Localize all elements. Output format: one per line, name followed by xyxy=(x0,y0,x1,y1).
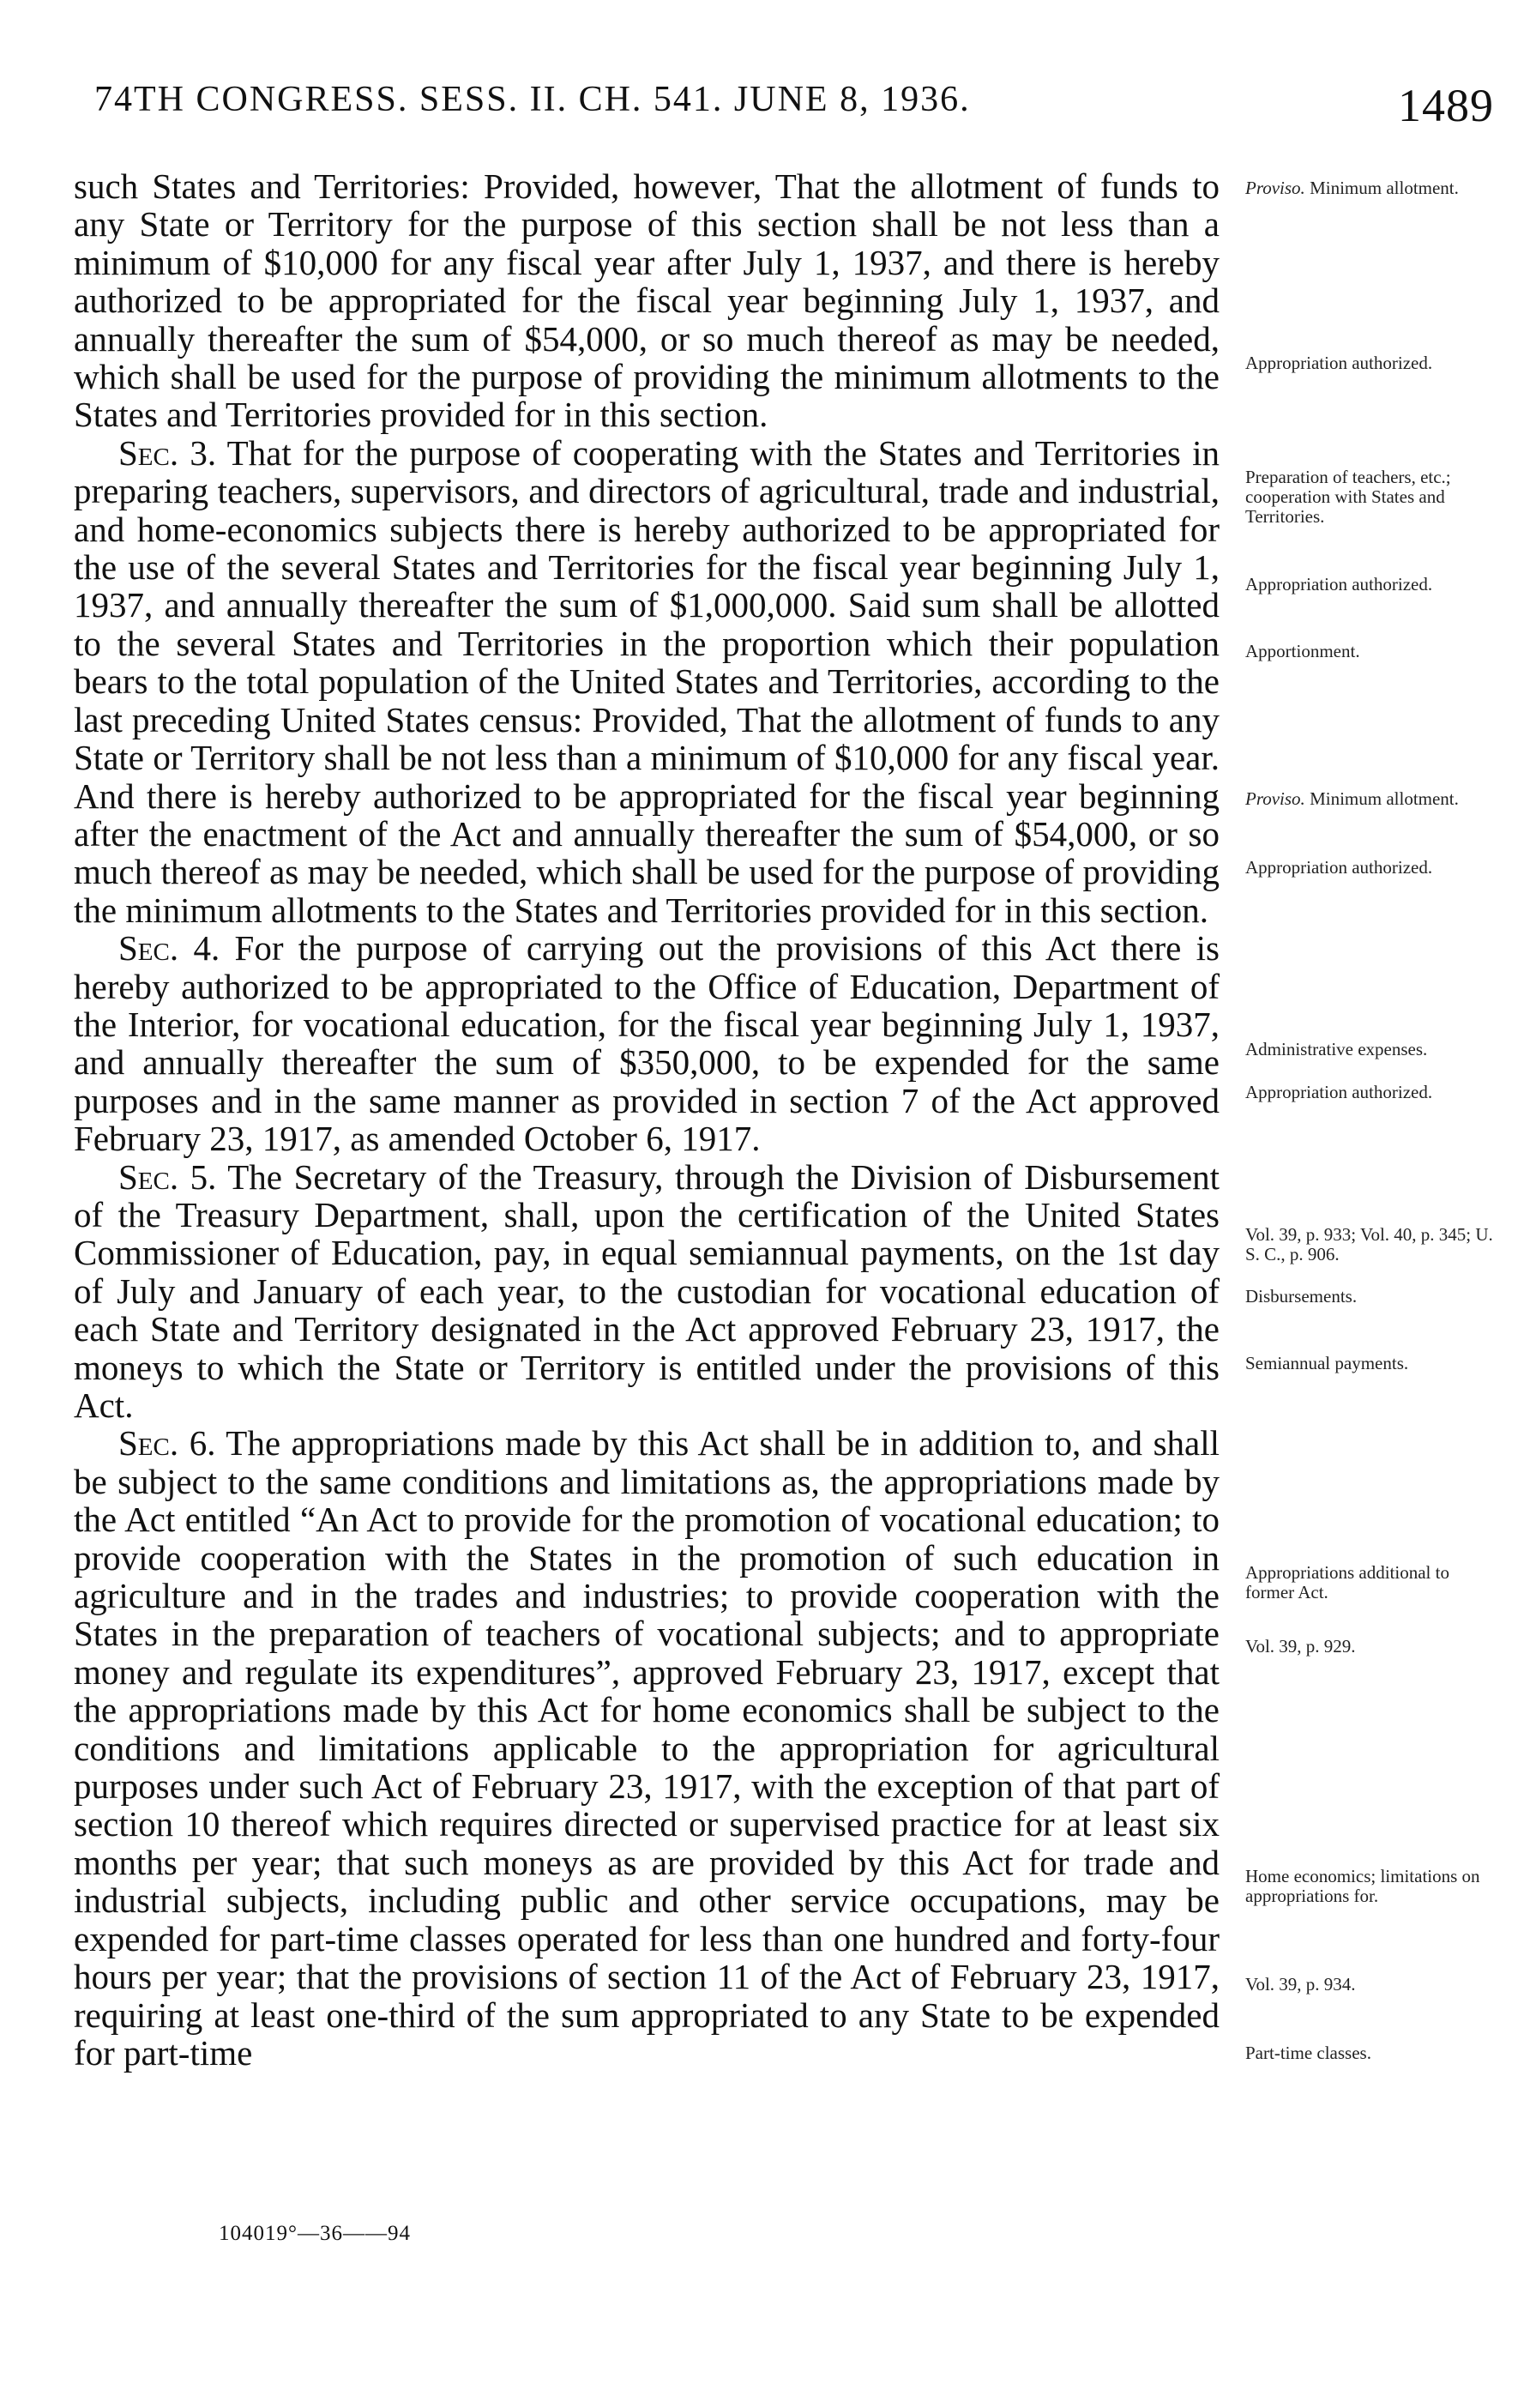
margin-note xyxy=(1245,1975,1503,1995)
margin-note xyxy=(1245,178,1503,198)
section-label: Sec. 4. xyxy=(118,928,220,969)
paragraph-text: That for the purpose of cooperating with the States and Territories in preparing teachers, supervisors, and directors of agricultural, trade and industrial, and home-economics subjects there is hereby authorized to be appropriated for the use of the several States and Territories for the fiscal year beginning July 1, 1937, and annually thereafter the sum of $1,000,000. Said sum shall be allotted to the several States and Territories in the proportion which their population bears to the total population of the United States and Territories, according to the last preceding United States census: Provided, That the allotment of funds to any State or Territory shall be not less than a minimum of $10,000 for any fiscal year. And there is hereby authorized to be appropriated for the fiscal year beginning after the enactment of the Act and annually thereafter the sum of $54,000, or so much thereof as may be needed, which shall be used for the purpose of providing the minimum allotments to the States and Territories provided for in this section. xyxy=(74,432,1220,930)
margin-note xyxy=(1245,1867,1503,1906)
margin-note xyxy=(1245,353,1503,373)
margin-note-text: Vol. 39, p. 933; Vol. 40, p. 345; U. S. C., p. 906. xyxy=(1245,1224,1493,1264)
margin-note xyxy=(1245,1083,1503,1102)
margin-note xyxy=(1245,2043,1503,2063)
margin-note-text: Appropriation authorized. xyxy=(1245,353,1433,373)
margin-note-text: Vol. 39, p. 934. xyxy=(1245,1974,1356,1995)
section-label: Sec. 3. xyxy=(118,432,217,473)
margin-note xyxy=(1245,1637,1503,1657)
margin-note-proviso: Proviso. xyxy=(1245,788,1305,809)
margin-note-text: Disbursements. xyxy=(1245,1286,1358,1307)
paragraph-sec-3 xyxy=(74,434,1220,929)
margin-note xyxy=(1245,468,1503,527)
margin-note-text: Appropriation authorized. xyxy=(1245,574,1433,594)
margin-note-text: Part-time classes. xyxy=(1245,2043,1371,2063)
margin-note-text: Apportionment. xyxy=(1245,641,1360,661)
paragraph-sec-6 xyxy=(74,1424,1220,2072)
margin-note xyxy=(1245,1354,1503,1373)
paragraph-sec-5 xyxy=(74,1158,1220,1425)
margin-note xyxy=(1245,1225,1503,1264)
margin-note-text: Minimum allotment. xyxy=(1310,788,1459,809)
margin-note xyxy=(1245,858,1503,878)
paragraph-text: such States and Territories: Provided, however, That the allotment of funds to any State or Territory for the purpose of this section shall be not less than a minimum of $10,000 for any fiscal year after July 1, 1937, and there is hereby authorized to be appropriated for the fiscal year beginning July 1, 1937, and annually thereafter the sum of $54,000, or so much thereof as may be needed, which shall be used for the purpose of providing the minimum allotments to the States and Territories provided for in this section. xyxy=(74,166,1220,435)
margin-note-text: Semiannual payments. xyxy=(1245,1353,1409,1373)
margin-note-text: Appropriation authorized. xyxy=(1245,1082,1433,1102)
page-number: 1489 xyxy=(1398,80,1494,131)
paragraph-continuation xyxy=(74,167,1220,434)
margin-note-text: Preparation of teachers, etc.; cooperation with States and Territories. xyxy=(1245,467,1451,527)
margin-note xyxy=(1245,642,1503,661)
margin-note-text: Appropriations additional to former Act. xyxy=(1245,1562,1449,1602)
margin-note-proviso: Proviso. xyxy=(1245,178,1305,198)
paragraph-text: The Secretary of the Treasury, through the Division of Disbursement of the Treasury Department, shall, upon the certification of the United States Commissioner of Education, pay, in equal semiannual payments, on the 1st day of July and January of each year, to the custodian for vocational education of each State and Territory designated in the Act approved February 23, 1917, the moneys to which the State or Territory is entitled under the provisions of this Act. xyxy=(74,1156,1220,1425)
margin-note xyxy=(1245,1563,1503,1602)
margin-note-text: Appropriation authorized. xyxy=(1245,857,1433,878)
margin-note xyxy=(1245,1287,1503,1307)
print-code: 104019°—36——94 xyxy=(219,2222,411,2245)
paragraph-text: The appropriations made by this Act shall be in addition to, and shall be subject to the same conditions and limitations as, the appropriations made by the Act entitled “An Act to provide for the promotion of vocational education; to provide cooperation with the States in the promotion of such education in agriculture and in the trades and industries; to provide cooperation with the States in the preparation of teachers of vocational subjects; and to appropriate money and regulate its expenditures”, approved February 23, 1917, except that the appropriations made by this Act for home economics shall be subject to the conditions and limitations applicable to the appropriation for agricultural purposes under such Act of February 23, 1917, with the exception of that part of section 10 thereof which requires directed or supervised practice for at least six months per year; that such moneys as are provided by this Act for trade and industrial subjects, including public and other service occupations, may be expended for part-time classes operated for less than one hundred and forty-four hours per year; that the provisions of section 11 of the Act of February 23, 1917, requiring at least one-third of the sum appropriated to any State to be expended for part-time xyxy=(74,1423,1220,2073)
section-label: Sec. 6. xyxy=(118,1423,216,1464)
margin-note-text: Administrative expenses. xyxy=(1245,1039,1428,1059)
running-header xyxy=(0,79,1530,139)
statute-body xyxy=(74,167,1220,2072)
paragraph-text: For the purpose of carrying out the provisions of this Act there is hereby authorized to be appropriated to the Office of Education, Department of the Interior, for vocational education, for the fiscal year beginning July 1, 1937, and annually thereafter the sum of $350,000, to be expended for the same purposes and in the same manner as provided in section 7 of the Act approved February 23, 1917, as amended October 6, 1917. xyxy=(74,928,1220,1159)
paragraph-sec-4 xyxy=(74,929,1220,1157)
running-head: 74TH CONGRESS. SESS. II. CH. 541. JUNE 8, 1936. xyxy=(94,80,971,119)
margin-note xyxy=(1245,789,1503,809)
margin-note-text: Vol. 39, p. 929. xyxy=(1245,1636,1356,1657)
margin-note xyxy=(1245,575,1503,594)
section-label: Sec. 5. xyxy=(118,1156,217,1197)
margin-note-text: Home economics; limitations on appropriations for. xyxy=(1245,1866,1480,1906)
margin-note-text: Minimum allotment. xyxy=(1310,178,1459,198)
margin-note xyxy=(1245,1040,1503,1059)
